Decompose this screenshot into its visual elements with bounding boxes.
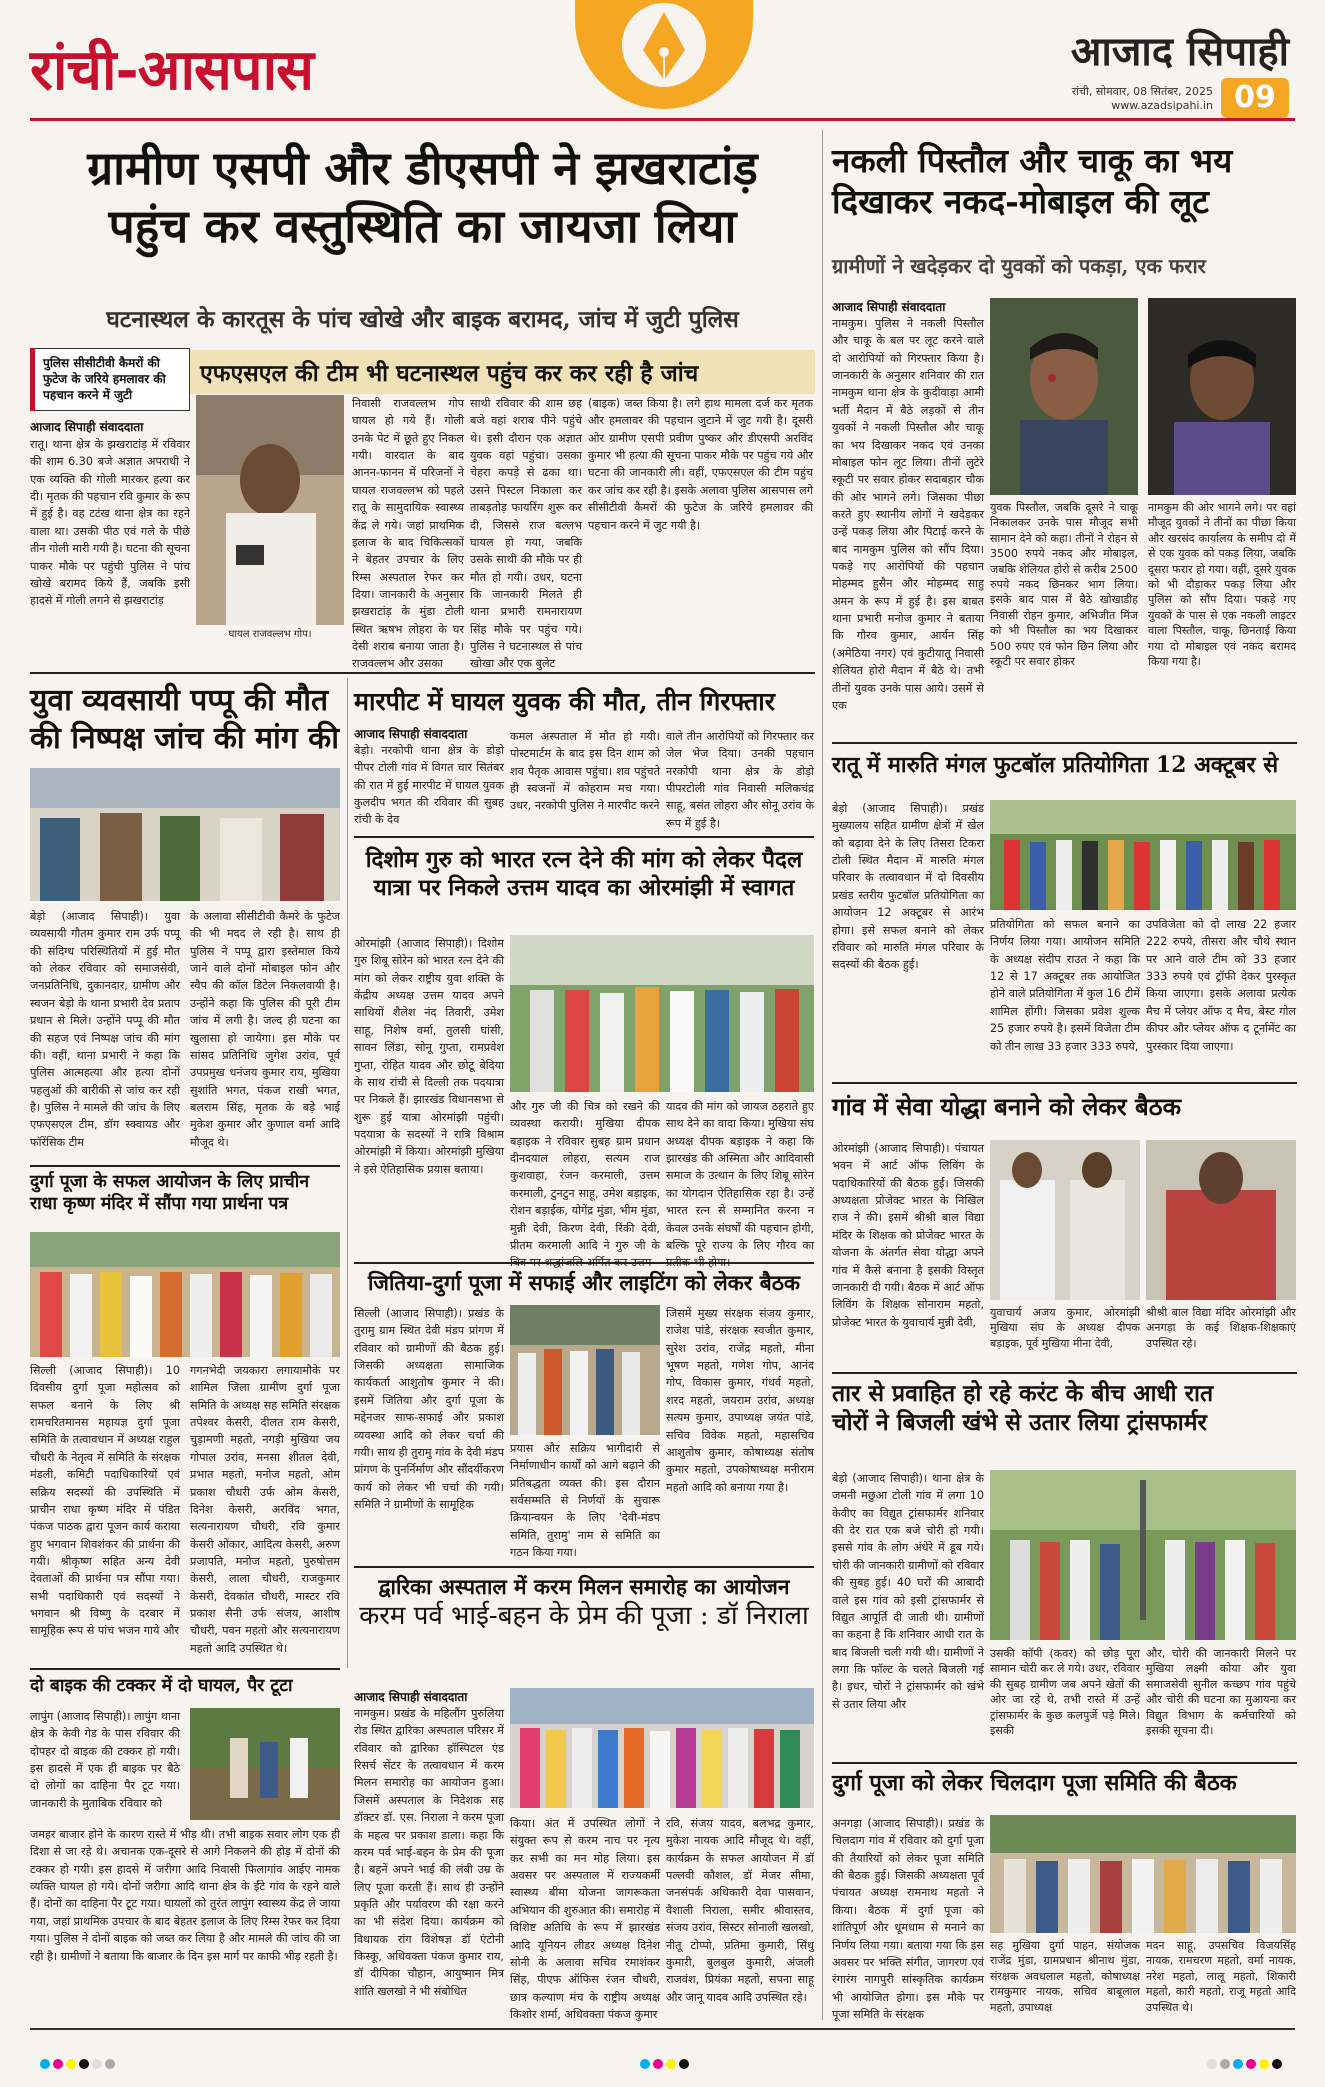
- dishom-col2: और गुरु जी की चित्र को रखने की व्यवस्था करायी। मुखिया दीपक बड़ाइक ने रविवार सुबह ग्राम प्रधान दीनदयाल लोहरा, सत्यम राज कुशवाहा, रंजन करमाली, उत्तम करमाली, टुनटुन साहू, उमेश बड़ाइक, रोशन बड़ाईक, योगेंद्र मुंडा, भीम मुंडा, मुन्नी देवी, किरण देवी, रिंकी देवी, प्रीतम करमाली आदि ने गुरु जी के: [510, 1100, 660, 1252]
- bike-col1: लापुंग (आजाद सिपाही)। लापुंग थाना क्षेत्र के केवी गेड के पास रविवार की दोपहर दो बाइक की टक्कर हो गयी। इस हादसे में एक ही बाइक पर बैठे दो लोगों का दाहिना पैर टूट गया। जानकारी के मुताबिक रविवार को: [30, 1710, 180, 1810]
- lead-headline-line2: पहुंच कर वस्तुस्थिति का जायजा लिया: [108, 198, 737, 253]
- dishom-col1: ओरमांझी (आजाद सिपाही)। दिशोम गुरु शिबू सोरेन को भारत रत्न देने की मांग को लेकर राष्ट्रीय युवा शक्ति के केंद्रीय अध्यक्ष उत्तम यादव अपने साथियों शैलेश नंद तिवारी, उमेश साहू, निशेष वर्मा, तुलसी घांसी, सावन लिंडा, सोनू गुप्ता, रामप्रवेश गुप्ता, रोहित यादव और छोटू बेदिया के साथ रांची से दिल्ली तक पदयात्रा पर निकले हैं। झारखंड विधानसभा से शुरू हुई यात्रा ओरमांझी पहुंची। पदयात्रा के सदस्यों ने रात्रि विश्राम ओरमांझी में किया। ओरमांझी मुखिया ने इसे ऐतिहासिक प्रयास बताया।: [354, 937, 504, 1176]
- section-title: रांची-आसपास: [30, 37, 313, 103]
- divider: [832, 1372, 1297, 1374]
- bike-col2: जमहर बाजार होने के कारण रास्ते में भीड़ थी। तभी बाइक सवार लोग एक ही दिशा से जा रहे थे। अचानक एक-दूसरे से आगे निकलने की होड़ में दोनों की टक्कर हो गयी। इस हादसे में जरीगा आदि निवासी फिलागांव आईए नामक व्यक्ति घायल हो गये। दोनों जरीगा आदि थाना क्षेत्र के ईंटे गांव के रहने वाले हैं। दोनों का दाहिना पैर टूट गया। घायलों को तुरंत लापुंग स्वास्थ्य केंद्र ले जाया गया, जहां प्राथमिक उपचार के बाद बेहतर इलाज के लिए रिम्स रेफर कर दिया गया। पुलिस ने दोनों बाइक को जब्त कर लिया है और मामले की जांच की जा रही है। ग्रामीणों ने बताया कि बाजार के दिन इस मार्ग पर काफी भीड़ रहती है।: [30, 1828, 340, 1963]
- lead-headline-line1: ग्रामीण एसपी और डीएसपी ने झखराटांड़: [87, 141, 758, 195]
- brand-meta: [1072, 80, 1213, 112]
- bike-headline: दो बाइक की टक्कर में दो घायल, पैर टूटा: [30, 1676, 293, 1696]
- ratu-col3: उपविजेता को दो लाख 22 हजार 222 रुपये, तीसरा और चौथे स्थान पर आने वाले टीम को 33 हजार 333 रुपये एवं ट्रॉफी देकर पुरस्कृत किया जाएगा। इसके अलावा प्रत्येक मैच में प्लेयर ऑफ द मैच, बेस्ट गोल कीपर और प्लेयर ऑफ द टूर्नामेंट का पुरस्कार दिया जाएगा।: [1146, 918, 1296, 1053]
- tar-headline: [832, 1380, 1297, 1438]
- pappu-headline-line2: की निष्पक्ष जांच की मांग की: [30, 720, 339, 756]
- seva-photo-1: [990, 1140, 1140, 1300]
- dwarika-col2: किया। अंत में उपस्थित लोगों ने संयुक्त रूप से करम नाच पर नृत्य कर सभी का मन मोह लिया। इस अवसर पर अस्पताल में राज्यकर्मी स्वास्थ्य बीमा योजना जागरूकता अभियान की शुरुआत की। समारोह में विशिष्ट अतिथि के रूप में झारखंड आदि यूनियन लीडर अध्यक्ष दिनेश सोनी के अलावा सचिव रमाशंकर सिंह, पीएफ ऑफिस रंजन चौधरी, छात्र कल्याण मंच के राष्ट्रीय अध्यक्ष किशोर शर्मा, अधिवक्ता पंकज कुमार: [510, 1817, 660, 2021]
- dwarika-headline-line2: करम पर्व भाई-बहन के प्रेम की पूजा : डॉ निराला: [359, 1601, 809, 1632]
- divider: [354, 1566, 814, 1568]
- loot-headline-line2: दिखाकर नकद-मोबाइल की लूट: [832, 182, 1209, 222]
- dwarika-byline: आजाद सिपाही संवाददाता: [354, 1690, 468, 1704]
- durga-prachin-photo: [30, 1232, 340, 1357]
- divider: [832, 1762, 1297, 1764]
- durga-prachin-headline: [30, 1172, 340, 1216]
- dwarika-col1: नामकुम। प्रखंड के महिलौंग पुरुलिया रोड स्थित द्वारिका अस्पताल परिसर में रविवार को द्वारिका हॉस्पिटल एंड रिसर्च सेंटर के तत्वावधान में करम मिलन समारोह का आयोजन हुआ। जिसमें अस्पताल के निदेशक सह डॉक्टर डॉ. एस. निराला ने करम पूजा के महत्व पर प्रकाश डाला। कहा कि करम पर्व भाई-बहन के प्रेम की पूजा है। बहनें अपने भाई की लंबी उम्र के लिए पूजा करती हैं। साथ ही उन्होंने प्रकृति और पर्यावरण की रक्षा करने का भी संदेश दिया। कार्यक्रम को विधायक रांग विशेषज्ञ डॉ एंटोनी किस्कू, अधिवक्ता पंकज कुमार राय, डॉ दीपिका चौहान, आयुष्मान मित्र शांति खलखो ने भी संबोधित: [354, 1707, 504, 1998]
- loot-headline-line1: नकली पिस्तौल और चाकू का भय: [832, 141, 1233, 180]
- loot-col1: नामकुम। पुलिस ने नकली पिस्तौल और चाकू के बल पर लूट करने वाले दो आरोपियों को गिरफ्तार किया है। जानकारी के अनुसार शनिवार की रात नामकुम थाना क्षेत्र के कुदीवाड़ा आमी भर्ती मैदान में बैठे लड़कों से तीन युवकों ने नकली पिस्तौल और चाकू का भय दिखाकर नकद एवं उनका मोबाइल फोन लूट लिया। तीनों लुटेरे स्कूटी पर सवार होकर सदाबहार चौक की ओर भागने लगे। जिसका पीछा करते हुए स्थानीय लोगों ने खदेड़कर उन्हें पकड़ लिया और पिटाई करने के बाद नामकुम पुलिस को सौंप दिया। पकड़े गए आरोपियों की पहचान मोहम्मद हुसैन और मोहम्मद साहु अमन के रूप में हुई है। इस बाबत थाना प्रभारी मनोज कुमार ने बताया कि गौरव कुमार, आर्यन सिंह (अमेठिया नगर) एवं कुटीयातू निवासी शेलियत होरो मैदान में बैठे थे। तभी तीनों युवक उनके पास आये। उसमें से एक: [832, 317, 984, 712]
- column-divider: [347, 678, 348, 1668]
- divider: [832, 742, 1297, 744]
- lead-photo-caption: घायल राजवल्लभ गोप।: [228, 629, 312, 640]
- dwarika-headline: [354, 1574, 814, 1633]
- seva-headline: गांव में सेवा योद्धा बनाने को लेकर बैठक: [832, 1092, 1182, 1121]
- page-number: 09: [1221, 78, 1289, 118]
- dishom-headline: [354, 846, 814, 902]
- tar-caption-1: उसकी कॉपी (कवर) को छोड़ पूरा सामान चोरी कर ले गये। उधर, रविवार की सुबह ग्रामीण जब अपने खेतों की ओर जा रहे थे, तभी रास्ते में उन्हें ट्रांसफार्मर के कुछ कलपुर्जे पड़े मिले। इसकी: [990, 1647, 1140, 1737]
- pappu-headline: [30, 682, 340, 757]
- jitiya-col2: प्रयास और सक्रिय भागीदारी से निर्माणाधीन कार्यों को आगे बढ़ाने की प्रतिबद्धता व्यक्त की। इस दौरान सर्वसम्मति से निर्णयों के सुचारू क्रियान्वयन के लिए 'देवी-मंडप समिति, तुरामु' नाम से समिति का गठन किया गया।: [510, 1442, 660, 1560]
- ratu-headline: रातू में मारुति मंगल फुटबॉल प्रतियोगिता 12 अक्टूबर से: [832, 752, 1279, 778]
- seva-photo-2: [1146, 1140, 1296, 1300]
- lead-subhead: घटनास्थल के कारतूस के पांच खोखे और बाइक बरामद, जांच में जुटी पुलिस: [106, 306, 739, 333]
- jitiya-headline: जितिया-दुर्गा पूजा में सफाई और लाइटिंग को लेकर बैठक: [367, 1270, 801, 1295]
- lead-col1: रातू। थाना क्षेत्र के झखराटांड़ में रविवार की शाम 6.30 बजे अज्ञात अपराधी ने एक व्यक्ति की गोली मारकर हत्या कर दी। मृतक की पहचान रवि कुमार के रूप में हुई है। वह टटंख थाना क्षेत्र का रहने वाला था। उसकी पीठ एवं गले के पीछे तीन गोली मारी गयी है। घटना की सूचना पाकर मौके पर पहुंची पुलिस ने पांच खोखे बरामद किये हैं, जबकि इसी हादसे में गोली लगने से झखराटांड़: [30, 438, 190, 608]
- childa-headline: दुर्गा पूजा को लेकर चिलदाग पूजा समिति की बैठक: [832, 1770, 1237, 1796]
- divider: [354, 1262, 814, 1264]
- registration-marks-left: [40, 2054, 118, 2073]
- brand-block: [1071, 22, 1289, 77]
- masthead-divider: [30, 118, 1295, 121]
- loot-byline: आजाद सिपाही संवाददाता: [832, 300, 946, 314]
- registration-marks-right: [1207, 2054, 1285, 2073]
- registration-marks-center: [640, 2054, 692, 2073]
- tar-col1: बेड़ो (आजाद सिपाही)। थाना क्षेत्र के जमनी मछुआ टोली गांव में लगा 10 केवीए का विद्युत ट्रांसफार्मर शनिवार की देर रात एक बजे चोरी हो गयी। इससे गांव के लोग अंधेरे में डूब गये। चोरी की जानकारी ग्रामीणों को रविवार की सुबह हुई। 40 घरों की आबादी वाले इस गांव को इसी ट्रांसफार्मर से विद्युत आपूर्ति दी जाती थी। ग्रामीणों का कहना है कि शनिवार आधी रात के बाद बिजली चली गयी थी। ग्रामीणों ने लगा कि फॉल्ट के चलते बिजली गई है। इधर, चोरों ने ट्रांसफार्मर को खंभे से उतार लिया और: [832, 1472, 984, 1711]
- dishom-headline-line2: यात्रा पर निकले उत्तम यादव का ओरमांझी में स्वागत: [373, 875, 795, 902]
- childa-caption-2: मदन साहू, उपसचिव विजयसिंह नायक, रामचरण महतो, वर्मा नायक, नरेश महतो, लालू महतो, शिकारी महतो, कारी महतो, राजू महतो आदि उपस्थित थे।: [1146, 1939, 1296, 2014]
- lead-col4: (बाइक) जब्त किया है। लगे हाथ मामला दर्ज कर मृतक और हमलावर की पहचान जुटाने में जुट गयी है। दूसरी ओर ग्रामीण एसपी प्रवीण पुष्कर और डीएसपी अरविंद कुमार भी हत्या की सूचना पाकर मौके पर पहुंच गये और घटना की जानकारी ली। वहीं, एफएसएल की टीम पहुंच कर जांच कर रही है। इसके अलावा पुलिस आसपास लगे सीसीटीवी कैमरों की फुटेज के जरिये हमलावर की पहचान करने में जुट गयी है।: [588, 397, 813, 532]
- marpit-col3: वाले तीन आरोपियों को गिरफ्तार कर जेल भेज दिया। उनकी पहचान नरकोपी थाना क्षेत्र के डोड़ो पीपरटोली गांव निवासी मलिकचंद्र साहू, बसंत लोहरा और सोनू उरांव के रूप में हुई है।: [666, 730, 814, 830]
- loot-subhead: ग्रामीणों ने खदेड़कर दो युवकों को पकड़ा, एक फरार: [832, 254, 1206, 278]
- divider: [30, 1165, 340, 1167]
- dishom-col3: यादव की मांग को जायज ठहराते हुए साथ देने का वादा किया। मुखिया संघ अध्यक्ष दीपक बड़ाइक ने कहा कि झारखंड की अस्मिता और आदिवासी समाज के उत्थान के लिए शिबू सोरेन का योगदान ऐतिहासिक रहा है। उन्हें भारत रत्न से सम्मानित करना न केवल उनके संघर्षों की पहचान होगी, बल्कि पूरे राज्य के लिए गौरव का: [666, 1100, 814, 1252]
- tar-caption-2: और, चोरी की जानकारी मिलने पर मुखिया लक्ष्मी कोया और युवा समाजसेवी सुनील कच्छप गांव पहुंचे और चोरी की घटना का मुआयना कर विद्युत विभाग के कर्मचारियों को इसकी सूचना दी।: [1146, 1647, 1296, 1737]
- childa-caption-1: सह मुखिया दुर्गा पाहन, संयोजक राजेंद्र मुंडा, ग्रामप्रधान श्रीनाथ मुंडा, संरक्षक अवधलाल महतो, कोषाध्यक्ष रामकुमार नायक, सचिव बाबूलाल महतो, उपाध्यक्ष: [990, 1939, 1140, 2014]
- divider: [832, 1082, 1297, 1084]
- bike-photo: [190, 1708, 340, 1820]
- dwarika-headline-line1: द्वारिका अस्पताल में करम मिलन समारोह का आयोजन: [378, 1574, 790, 1599]
- tar-headline-line2: चोरों ने बिजली खंभे से उतार लिया ट्रांसफार्मर: [832, 1408, 1207, 1436]
- jitiya-col3: जिसमें मुख्य संरक्षक संजय कुमार, राजेश पांडे, संरक्षक स्वजीत कुमार, सुरेश उरांव, राजेंद्र महतो, मीना भूषण महतो, गणेश गोप, आनंद गोप, विकास कुमार, गंधर्व महतो, शरद महतो, जयराम उरांव, अध्यक्ष सत्यम कुमार, उपाध्यक्ष जयंत पांडे, सचिव विवेक महतो, महासचिव आशुतोष कुमार, कोषाध्यक्ष संतोष कुमार महतो, उपकोषाध्यक्ष मनीराम महतो आदि को बनाया गया है।: [666, 1307, 814, 1494]
- ratu-col1: बेड़ो (आजाद सिपाही)। प्रखंड मुख्यालय सहित ग्रामीण क्षेत्रों में खेल को बढ़ावा देने के लिए तिसरा टिकरा टोली स्थित मैदान में मारुति मंगल परिवार के तत्वावधान में दो दिवसीय प्रखंड स्तरीय फुटबॉल प्रतियोगिता का आयोजन 12 अक्टूबर से आरंभ होगा। इसे सफल बनाने को लेकर रविवार को मारुति मंगल परिवार के सदस्यों की बैठक हुई।: [832, 802, 984, 972]
- durga-prachin-col2: गगनभेदी जयकारा लगायामौके पर शामिल जिला ग्रामीण दुर्गा पूजा समिति के अध्यक्ष सह समिति संरक्षक तपेश्वर केसरी, दीलत राम केसरी, चुड़ामणी महतो, नगड़ी मुखिया जय गोपाल उरांव, मनसा शीतल देवी, प्रभात महतो, मनोज महतो, ओम प्रकाश चौधरी उर्फ ओम केसरी, दिनेश केसरी, अरविंद भगत, सत्यनारायण चौधरी, रवि कुमार केसरी ओंकार, आदित्य केसरी, अरुण प्रजापति, मनोज महतो, पुरुषोत्तम केसरी, लाला चौधरी, राजकुमार केसरी, देवकांत चौधरी, मास्टर रवि प्रकाश सैनी उर्फ संजय, आशीष चौधरी, पवन महतो और सत्यनारायण महतो आदि उपस्थित थे।: [190, 1364, 340, 1655]
- lead-col3: साथी रविवार की शाम छह बजे वहां शराब पीने पहुंचे थे। इसी दौरान एक अज्ञात युवक वहां पहुंचा। उसका चेहरा कपड़े से ढका था। उसने पिस्टल निकाला कर ताबड़तोड़ फायरिंग शुरू कर दी, जिससे राज बल्लभ घायल हो गया, जबकि उसके साथी की मौके पर ही मौत हो गयी। उधर, घटना कि जानकारी मिलते ही थाना प्रभारी रामनारायण सिंह मौके पर पहुंच गये। पुलिस ने घटनास्थल से पांच खोखा और एक बुलेट: [470, 397, 582, 671]
- marpit-headline: मारपीट में घायल युवक की मौत, तीन गिरफ्तार: [354, 687, 775, 716]
- jitiya-photo: [510, 1305, 660, 1435]
- pappu-col2: के अलावा सीसीटीवी कैमरे के फुटेज की भी मदद ले रही है। साथ ही पुलिस ने पप्पू द्वारा इस्तेमाल किये जाने वाले दोनों मोबाइल फोन और स्वैप की कॉल डिटेल निकलवायी है। उन्होंने कहा कि पुलिस की पूरी टीम जांच में लगी है। जल्द ही घटना का खुलासा हो जायेगा। इस मौके पर सांसद प्रतिनिधि जुगेश उरांव, पूर्व उपप्रमुख धनंजय कुमार राय, मुखिया सुशांति भगत, पंकज राखी भगत, बलराम सिंह, मृतक के बड़े भाई मुकेश कुमार और कुणाल वर्मा आदि मौजूद थे।: [190, 910, 340, 1149]
- lead-photo: [196, 395, 344, 625]
- loot-photo-1: [990, 298, 1138, 495]
- pappu-col1: बेड़ो (आजाद सिपाही)। युवा व्यवसायी गौतम कुमार राम उर्फ पप्पू की संदिग्ध परिस्थितियों में हुई मौत को लेकर रविवार को समाजसेवी, जनप्रतिनिधि, दुकानदार, ग्रामीण और स्वजन बेड़ो के थाना प्रभारी देव प्रताप प्रधान से मिले। उन्होंने पप्पू की मौत की सहज एवं निष्पक्ष जांच की मांग की। वहीं, थाना प्रभारी ने कहा कि पुलिस आत्महत्या और हत्या दोनों पहलुओं की बारीकी से जांच कर रही है। पुलिस ने मामले की जांच के लिए एफएसएल टीम, डॉग स्क्वायड और फॉरेंसिक टीम: [30, 910, 180, 1149]
- loot-caption-1: युवक पिस्तौल, जबकि दूसरे ने चाकू निकालकर उनके पास मौजूद सभी सामान देने को कहा। तीनों ने रोहन से 3500 रुपये नकद और मोबाइल, जबकि शेलियत होरो से करीब 2500 रुपये नकद छिनकर भाग लिया। इसके बाद पास में बैठे खोखाडीह निवासी रोहन कुमार, अभिजीत मिंज को भी पिस्तौल का भय दिखाकर 500 रुपए एवं फोन छिन लिया और स्कूटी पर सवार होकर: [990, 501, 1138, 668]
- seva-col1: ओरमांझी (आजाद सिपाही)। पंचायत भवन में आर्ट ऑफ लिविंग के पदाधिकारियों की बैठक हुई। जिसकी अध्यक्षता प्रोजेक्ट भारत के निखिल राज ने की। इसमें श्रीश्री बाल विद्या मंदिर के शिक्षक को प्रोजेक्ट भारत के योजना के अंतर्गत सेवा योद्धा अपने गांव में कैसे बनाना है इसकी विस्तृत जानकारी दी गयी। बैठक में आर्ट ऑफ लिविंग के शिक्षक सोनाराम महतो, प्रोजेक्ट भारत के युवाचार्य मुन्नी देवी,: [832, 1142, 984, 1329]
- divider: [30, 1668, 340, 1670]
- seva-caption-2: श्रीश्री बाल विद्या मंदिर ओरमांझी और अनगड़ा के कई शिक्षक-शिक्षकाएं उपस्थित रहे।: [1146, 1306, 1296, 1350]
- marpit-col2: कमल अस्पताल में मौत हो गयी। पोस्टमार्टम के बाद इस दिन शाम को शव पैतृक आवास पहुंचा। शव पहुंचते ही स्वजनों में कोहराम मच गया। उधर, नरकोपी पुलिस ने मारपीट करने: [510, 730, 660, 813]
- pappu-photo: [30, 768, 340, 901]
- issue-date: रांची, सोमवार, 08 सितंबर, 2025: [1071, 85, 1213, 98]
- divider: [30, 672, 815, 674]
- dwarika-col3: रवि, संजय यादव, बलभद्र कुमार, मुकेश नायक आदि मौजूद थे। वहीं, कार्यक्रम के सफल आयोजन में डॉ पल्लवी कौशल, डॉ मेजर सीमा, जनसंपर्क अधिकारी देवा पासवान, वैशाली निराला, समीर श्रीवास्तव, संजय उरांव, सिस्टर सोनाली खलखो, नीतू टोप्पो, प्रतिमा कुमारी, सिंधु कुमारी, बुलबुल कुमारी, अंजली राजवंश, प्रियंका महतो, सपना साहू और जानू यादव आदि उपस्थित रहे।: [666, 1817, 814, 2004]
- ratu-photo: [990, 800, 1296, 910]
- lead-byline: आजाद सिपाही संवाददाता: [30, 420, 144, 434]
- brand-name: आजाद सिपाही: [1070, 28, 1289, 75]
- loot-headline: [832, 140, 1297, 223]
- durga-prachin-headline-line1: दुर्गा पूजा के सफल आयोजन के लिए प्राचीन: [30, 1172, 310, 1192]
- durga-prachin-headline-line2: राधा कृष्ण मंदिर में सौंपा गया प्रार्थना पत्र: [30, 1193, 289, 1214]
- dishom-photo: [510, 935, 814, 1092]
- tar-headline-line1: तार से प्रवाहित हो रहे करंट के बीच आधी रात: [832, 1380, 1214, 1407]
- column-divider: [822, 130, 823, 2020]
- lead-boxed-quote: पुलिस सीसीटीवी कैमरों की फुटेज के जरिये हमलावर की पहचान करने में जुटी: [30, 348, 190, 411]
- footer-rule: [30, 2028, 1295, 2030]
- ratu-col2: प्रतियोगिता को सफल बनाने का निर्णय लिया गया। आयोजन समिति के अध्यक्ष संदीप राउत ने कहा कि 12 से 17 अक्टूबर तक आयोजित होने वाले प्रतियोगिता में कुल 16 टीमें शामिल होंगी। जिसका प्रवेश शुल्क 25 हजार रुपये है। इसमें विजेता टीम को तीन लाख 33 हजार 333 रुपये,: [990, 918, 1140, 1053]
- durga-prachin-col1: सिल्ली (आजाद सिपाही)। 10 दिवसीय दुर्गा पूजा महोत्सव को सफल बनाने के लिए श्री रामचरितमानस महायज्ञ दुर्गा पूजा समिति के तत्वावधान में अध्यक्ष राहुल चौधरी के नेतृत्व में समिति के संरक्षक मंडली, कमिटी पदाधिकारियों एवं सक्रिय सदस्यों की उपस्थिति में प्राचीन राधा कृष्ण मंदिर में पंडित पंकज पाठक द्वारा पूजन कार्य कराया हुए भगवान शिवशंकर की प्रार्थना की गयी। श्रीकृष्ण सहित अन्य देवी देवताओं की प्रार्थना पत्र सौंपा गया। सभी पदाधिकारी एवं सदस्यों ने भगवान श्री विष्णु के दरबार में सामूहिक रूप से पांच भजन गाये और: [30, 1364, 180, 1638]
- pappu-headline-line1: युवा व्यवसायी पप्पू की मौत: [30, 683, 329, 718]
- childa-col1: अनगड़ा (आजाद सिपाही)। प्रखंड के चिलदाग गांव में रविवार को दुर्गा पूजा की तैयारियों को लेकर पूजा समिति की बैठक हुई। जिसकी अध्यक्षता पूर्व पंचायत अध्यक्ष रामनाथ महतो ने किया। बैठक में दुर्गा पूजा को शांतिपूर्ण और धूमधाम से मनाने का निर्णय लिया गया। बताया गया कि इस अवसर पर भक्ति संगीत, जागरण एवं रंगारंग नागपुरी सांस्कृतिक कार्यक्रम भी आयोजित होगा। इस मौके पर पूजा समिति के संरक्षक: [832, 1817, 984, 2021]
- pen-nib-logo-icon: [575, 0, 753, 120]
- lead-headline: [30, 140, 815, 255]
- lead-col2: निवासी राजवल्लभ गोप घायल हो गये हैं। गोली उनके पेट में छूते हुए निकल गयी। वारदात के बाद आनन-फानन में परिजनों ने घायल राजवल्लभ को पहले रातू के सामुदायिक स्वास्थ्य केंद्र ले गये। जहां प्राथमिक इलाज के बाद चिकित्सकों ने बेहतर उपचार के लिए रिम्स अस्पताल रेफर कर दिया। जानकारी के अनुसार झखराटांड़ के मुंडा टोली स्थित ऋषभ लोहरा के घर देसी शराब बनाया जाता है। राजवल्लभ और उसका: [352, 397, 464, 671]
- jitiya-col1: सिल्ली (आजाद सिपाही)। प्रखंड के तुरामु ग्राम स्थित देवी मंडप प्रांगण में रविवार को ग्रामीणों की बैठक हुई। जिसकी अध्यक्षता सामाजिक कार्यकर्ता आशुतोष कुमार ने की। इसमें जितिया और दुर्गा पूजा के मद्देनजर साफ-सफाई और प्रकाश व्यवस्था आदि को लेकर चर्चा की गयी। साथ ही तुरामु गांव के देवी मंडप प्रांगण के पुनर्निर्माण और सौंदर्यीकरण कार्य को लेकर भी चर्चा की गयी। समिति ने ग्रामीणों के सामूहिक: [354, 1307, 504, 1511]
- dishom-headline-line1: दिशोम गुरु को भारत रत्न देने की मांग को लेकर पैदल: [365, 847, 803, 873]
- seva-caption-1: युवाचार्य अजय कुमार, ओरमांझी मुखिया संघ के अध्यक्ष दीपक बड़ाइक, पूर्व मुखिया मीना देवी,: [990, 1306, 1140, 1350]
- loot-photo-2: [1148, 298, 1296, 495]
- website-url[interactable]: www.azadsipahi.in: [1111, 99, 1213, 112]
- loot-caption-2: नामकुम की ओर भागने लगे। पर वहां मौजूद युवकों ने तीनों का पीछा किया और खरसंद कार्यालय के समीप दो में से एक युवक को पकड़ लिया, जबकि दूसरा फरार हो गया। वहीं, दूसरे युवक को भी दौड़ाकर पकड़ लिया और पुलिस को सौंप दिया। पकड़े गए युवकों के पास से एक नकली लाइटर वाला पिस्तौल, चाकू, छिनताई किया गया दो मोबाइल एवं नकद बरामद किया गया है।: [1148, 501, 1296, 668]
- marpit-col1: बेड़ो। नरकोपी थाना क्षेत्र के डोड़ो पीपर टोली गांव में विगत चार सितंबर की रात में हुई मारपीट में घायल युवक कुलदीप भगत की रविवार की सुबह रांची के देव: [354, 744, 504, 827]
- tar-photo: [990, 1470, 1296, 1640]
- dwarika-photo: [510, 1688, 814, 1808]
- lead-kicker: एफएसएल की टीम भी घटनास्थल पहुंच कर कर रही है जांच: [190, 350, 815, 394]
- marpit-byline: आजाद सिपाही संवाददाता: [354, 727, 468, 741]
- divider: [354, 836, 814, 838]
- childa-photo: [990, 1815, 1296, 1933]
